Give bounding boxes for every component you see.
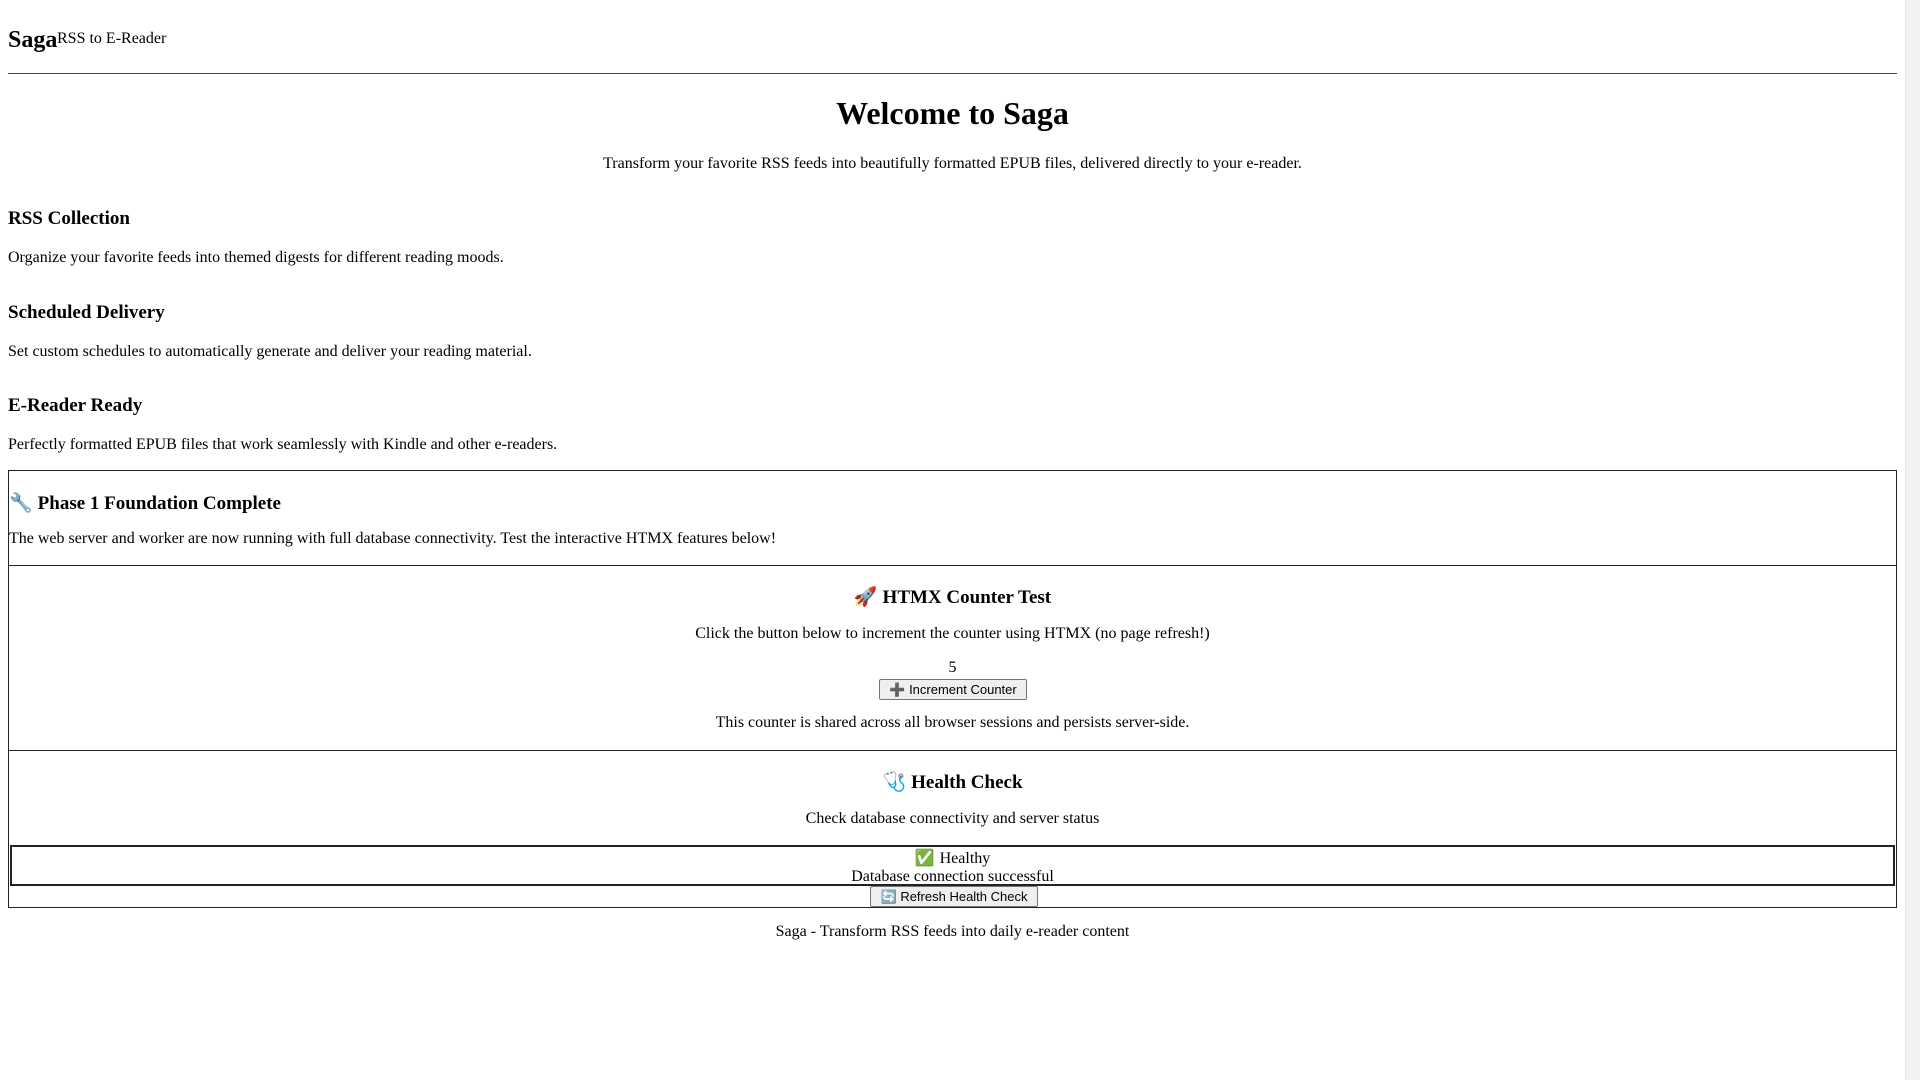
page xyxy=(8,0,1897,940)
page-scrollbar[interactable] xyxy=(1905,0,1920,1080)
wrench-icon: 🔧 xyxy=(9,492,33,514)
hero-subtitle: Transform your favorite RSS feeds into beautifully formatted EPUB files, delivered directly to your e-reader. xyxy=(603,155,1302,172)
feature-desc-e-reader-ready: Perfectly formatted EPUB files that work seamlessly with Kindle and other e-readers. xyxy=(8,436,558,453)
health-description: Check database connectivity and server status xyxy=(805,810,1100,827)
health-status-message: Database connection successful xyxy=(851,868,1054,885)
increment-counter-button[interactable]: ➕ Increment Counter xyxy=(879,679,1027,700)
brand-tagline: RSS to E-Reader xyxy=(57,30,167,47)
health-title-text: Health Check xyxy=(911,772,1023,793)
rocket-icon: 🚀 xyxy=(853,586,878,608)
health-status-box xyxy=(10,845,1895,886)
counter-panel xyxy=(8,565,1897,751)
feature-title-scheduled-delivery: Scheduled Delivery xyxy=(8,302,165,323)
phase-description: The web server and worker are now running with full database connectivity. Test the interactive HTMX features below! xyxy=(9,530,777,547)
counter-note: This counter is shared across all browser sessions and persists server-side. xyxy=(715,714,1190,731)
brand-logo[interactable]: Saga xyxy=(8,27,58,53)
counter-title xyxy=(9,585,1896,609)
health-status-line xyxy=(12,849,1893,868)
counter-value: 5 xyxy=(948,659,957,676)
counter-title-text: HTMX Counter Test xyxy=(882,587,1052,608)
feature-desc-rss-collection: Organize your favorite feeds into themed digests for different reading moods. xyxy=(8,249,504,266)
site-footer: Saga - Transform RSS feeds into daily e-reader content xyxy=(775,923,1130,940)
check-icon: ✅ xyxy=(914,848,935,867)
health-title xyxy=(9,770,1896,794)
phase-status-panel xyxy=(8,470,1897,566)
page-title: Welcome to Saga xyxy=(836,95,1069,131)
feature-title-e-reader-ready: E-Reader Ready xyxy=(8,395,143,416)
feature-title-rss-collection: RSS Collection xyxy=(8,208,130,229)
counter-description: Click the button below to increment the counter using HTMX (no page refresh!) xyxy=(695,625,1210,642)
site-header xyxy=(8,0,1897,74)
phase-title-text: Phase 1 Foundation Complete xyxy=(37,493,281,514)
health-check-panel xyxy=(8,750,1897,908)
feature-desc-scheduled-delivery: Set custom schedules to automatically generate and deliver your reading material. xyxy=(8,343,532,360)
stethoscope-icon: 🩺 xyxy=(882,771,907,793)
health-status-label: Healthy xyxy=(939,850,991,867)
refresh-health-check-button[interactable]: 🔄 Refresh Health Check xyxy=(870,886,1038,907)
phase-title xyxy=(9,491,1896,515)
